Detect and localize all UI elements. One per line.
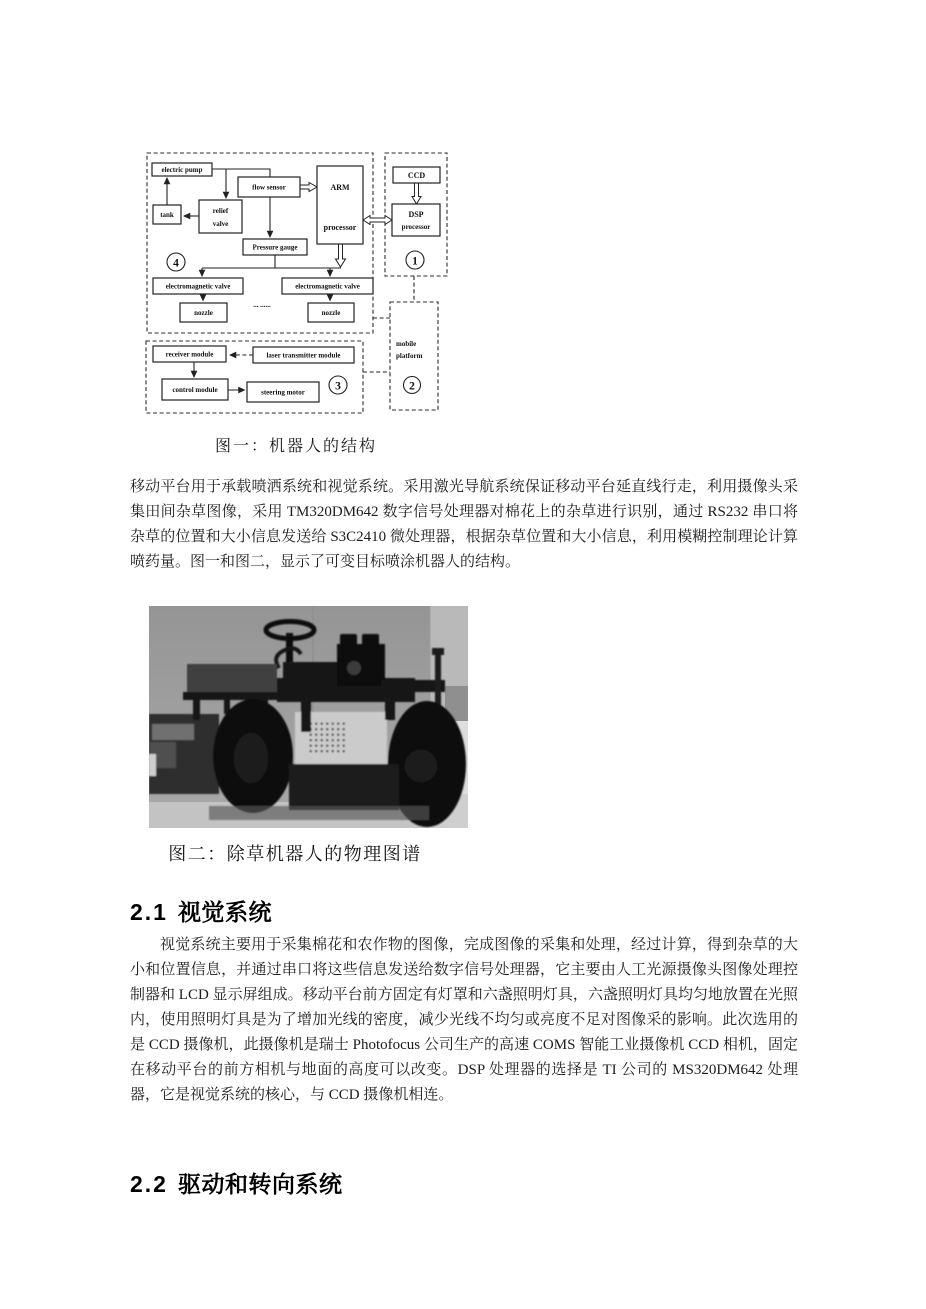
robot-undercarriage-shadow [289,764,399,810]
figure1-diagram [140,148,460,423]
hollow-arrow-arm-dsp [363,216,392,225]
section-2-2-title: 驱动和转向系统 [177,1171,343,1197]
figure2-photo [149,606,468,828]
ground-shadow [209,806,429,820]
label-relief-line2: valve [212,220,229,228]
robot-support-left [301,702,311,732]
label-electric-pump: electric pump [161,166,203,174]
connector-pump-flowsensor [212,169,270,177]
label-arm-line1: ARM [330,183,350,192]
label-steering-motor: steering motor [261,388,305,397]
section-2-2-heading [130,1166,342,1199]
section-2-2-number: 2.2 [130,1171,168,1197]
label-receiver-module: receiver module [165,350,214,359]
robot-rear-leg-left [193,698,200,720]
label-em-valve-left: electromagnetic valve [165,282,231,291]
region-number-1: 1 [412,255,418,268]
engine-cylinder-right [362,634,379,650]
robot-front-post-knob [432,648,444,655]
label-control-module: control module [172,386,218,394]
figure2-caption: 图二：除草机器人的物理图谱 [168,844,422,864]
label-em-valve-right: electromagnetic valve [295,282,360,291]
label-nozzle-left: nozzle [194,309,213,317]
label-dsp-line1: DSP [408,210,424,219]
region-number-4: 4 [173,257,179,270]
paragraph-intro: 移动平台用于承载喷洒系统和视觉系统。采用激光导航系统保证移动平台延直线行走，利用摄像头采集田间杂草图像，采用 TM320DM642 数字信号处理器对棉花上的杂草进行识别，通过 RS232 串口将杂草的位置和大小信息发送给 S3C2410 微处理器，根据杂草位置和大小信息，利用模糊控制理论计算喷药量。图一和图二，显示了可变目标喷涂机器人的结构。 [130,479,798,570]
figure1-caption: 图一：机器人的结构 [214,438,377,455]
hollow-arrow-ccd-dsp [412,183,421,204]
engine-highlight [347,661,361,675]
label-ellipsis: ... ...... [253,301,271,309]
node-relief-valve [199,200,242,233]
section-2-1-number: 2.1 [130,899,168,925]
label-mobile-line1: mobile [396,340,417,348]
hollow-arrow-arm-bus [336,244,346,267]
front-wheel-hub [405,750,437,782]
robot-mid-box [283,662,341,680]
node-arm-processor [317,166,363,244]
label-laser-transmitter-module: laser transmitter module [266,351,341,360]
region-number-3: 3 [335,380,341,393]
label-ccd: CCD [407,171,426,180]
robot-grille-dots [307,722,345,754]
photo-left-white-speck [149,754,156,776]
robot-rear-panel-box [187,664,277,692]
label-nozzle-right: nozzle [321,309,341,317]
robot-support-right [385,692,395,720]
robot-engine [337,644,385,686]
label-pressure-gauge: Pressure gauge [252,243,298,252]
section-2-1-title: 视觉系统 [177,899,272,925]
label-mobile-line2: platform [396,352,423,360]
photo-left-machine-highlight [152,724,194,740]
label-flow-sensor: flow sensor [252,183,286,192]
label-tank: tank [160,211,174,219]
label-relief-line1: relief [212,207,229,215]
label-dsp-line2: processor [401,223,431,231]
hollow-arrow-flowsensor-arm [300,183,317,192]
engine-cylinder-left [340,634,357,650]
paragraph-vision-system: 视觉系统主要用于采集棉花和农作物的图像，完成图像的采集和处理，经过计算，得到杂草的大小和位置信息，并通过串口将这些信息发送给数字信号处理器，它主要由人工光源摄像头图像处理控制器和 LCD 显示屏组成。移动平台前方固定有灯罩和六盏照明灯具，六盏照明灯具均匀地放置在光照内，使用照明灯具是为了增加光线的密度，减少光线不均匀或亮度不足对图像采的影响。此次选用的是 CCD 摄像机，此摄像机是瑞士 Photofocus 公司生产的高速 COMS 智能工业摄像机 CCD 相机，固定在移动平台的前方相机与地面的高度可以改变。DSP 处理器的选择是 TI 公司的 MS320DM642 处理器，它是视觉系统的核心，与 CCD 摄像机相连。 [130,937,798,1103]
node-dsp-processor [392,204,440,236]
rear-wheel-hub [234,733,268,783]
section-2-1-heading [130,894,272,927]
label-arm-line2: processor [323,223,357,232]
region-number-2: 2 [409,380,415,393]
